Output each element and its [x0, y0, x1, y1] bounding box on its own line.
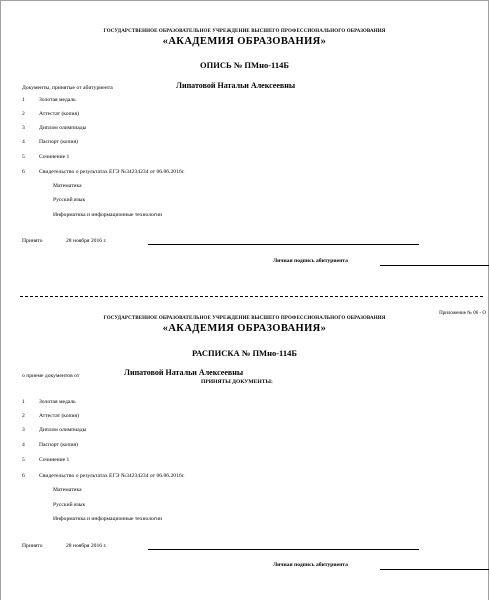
- applicant-name: Липатовой Натальи Алексеевны: [176, 81, 296, 90]
- subject-item: Информатика и информационные технологии: [53, 516, 163, 522]
- accepted-date: 28 ноября 2016 г.: [66, 543, 107, 549]
- subject-item: Информатика и информационные технологии: [53, 212, 163, 218]
- page-top-border: [0, 0, 489, 1]
- cut-line: [20, 296, 483, 297]
- accepted-label: Принято: [22, 238, 43, 244]
- institution-name: ГОСУДАРСТВЕННОЕ ОБРАЗОВАТЕЛЬНОЕ УЧРЕЖДЕНИЕ ВЫСШЕГО ПРОФЕССИОНАЛЬНОГО ОБРАЗОВАНИЯ: [103, 29, 386, 34]
- accepted-date: 28 ноября 2016 г.: [66, 238, 107, 244]
- subject-item: Русский язык: [53, 502, 86, 508]
- applicant-name: Липатовой Натальи Алексеевны: [124, 368, 244, 377]
- signature-label: Личная подпись абитуриента: [273, 258, 348, 264]
- list-item-number: 3: [22, 427, 25, 433]
- list-item-number: 1: [22, 97, 25, 103]
- list-item: Диплом олимпиады: [39, 125, 87, 131]
- list-item: Золотая медаль: [39, 399, 76, 405]
- list-item-number: 1: [22, 399, 25, 405]
- academy-name: «АКАДЕМИЯ ОБРАЗОВАНИЯ»: [162, 323, 327, 334]
- list-item-number: 3: [22, 125, 25, 131]
- list-item-number: 4: [22, 442, 25, 448]
- signature-line: [380, 569, 489, 570]
- receipt-title: РАСПИСКА № ПМно-114Б: [192, 348, 297, 358]
- list-item: Сочинение 1: [39, 154, 70, 160]
- receipt-label: о приеме документов от: [22, 373, 80, 379]
- list-item: Свидетельство о результатах ЕГЭ №34234234 от 06.06.2016г.: [39, 169, 185, 175]
- list-item: Аттестат (копия): [39, 413, 79, 419]
- list-item-number: 6: [22, 473, 25, 479]
- accepted-docs-heading: ПРИНЯТЫ ДОКУМЕНТЫ:: [201, 379, 273, 385]
- list-item-number: 5: [22, 154, 25, 160]
- accepted-label: Принято: [22, 543, 43, 549]
- list-item-number: 5: [22, 457, 25, 463]
- list-item-number: 2: [22, 111, 25, 117]
- list-item: Свидетельство о результатах ЕГЭ №34234234 от 06.06.2016г.: [39, 473, 185, 479]
- signature-label: Личная подпись абитуриента: [273, 562, 348, 568]
- list-item: Сочинение 1: [39, 457, 70, 463]
- list-item: Золотая медаль: [39, 97, 76, 103]
- list-item: Паспорт (копия): [39, 442, 78, 448]
- list-item-number: 4: [22, 139, 25, 145]
- list-item: Диплом олимпиады: [39, 427, 87, 433]
- page-left-border: [0, 0, 1, 600]
- appendix-label: Приложение № 06 - О: [439, 311, 486, 316]
- signature-line: [148, 244, 419, 245]
- subject-item: Русский язык: [53, 197, 86, 203]
- docs-label: Документы, принятые от абитуриента: [22, 85, 113, 91]
- list-item-number: 2: [22, 413, 25, 419]
- academy-name: «АКАДЕМИЯ ОБРАЗОВАНИЯ»: [162, 36, 327, 47]
- signature-line: [148, 549, 419, 550]
- list-item: Аттестат (копия): [39, 111, 79, 117]
- list-item: Паспорт (копия): [39, 139, 78, 145]
- signature-line: [380, 265, 489, 266]
- inventory-title: ОПИСЬ № ПМно-114Б: [200, 60, 289, 70]
- list-item-number: 6: [22, 169, 25, 175]
- institution-name: ГОСУДАРСТВЕННОЕ ОБРАЗОВАТЕЛЬНОЕ УЧРЕЖДЕНИЕ ВЫСШЕГО ПРОФЕССИОНАЛЬНОГО ОБРАЗОВАНИЯ: [103, 316, 386, 321]
- subject-item: Математика: [53, 183, 82, 189]
- subject-item: Математика: [53, 487, 82, 493]
